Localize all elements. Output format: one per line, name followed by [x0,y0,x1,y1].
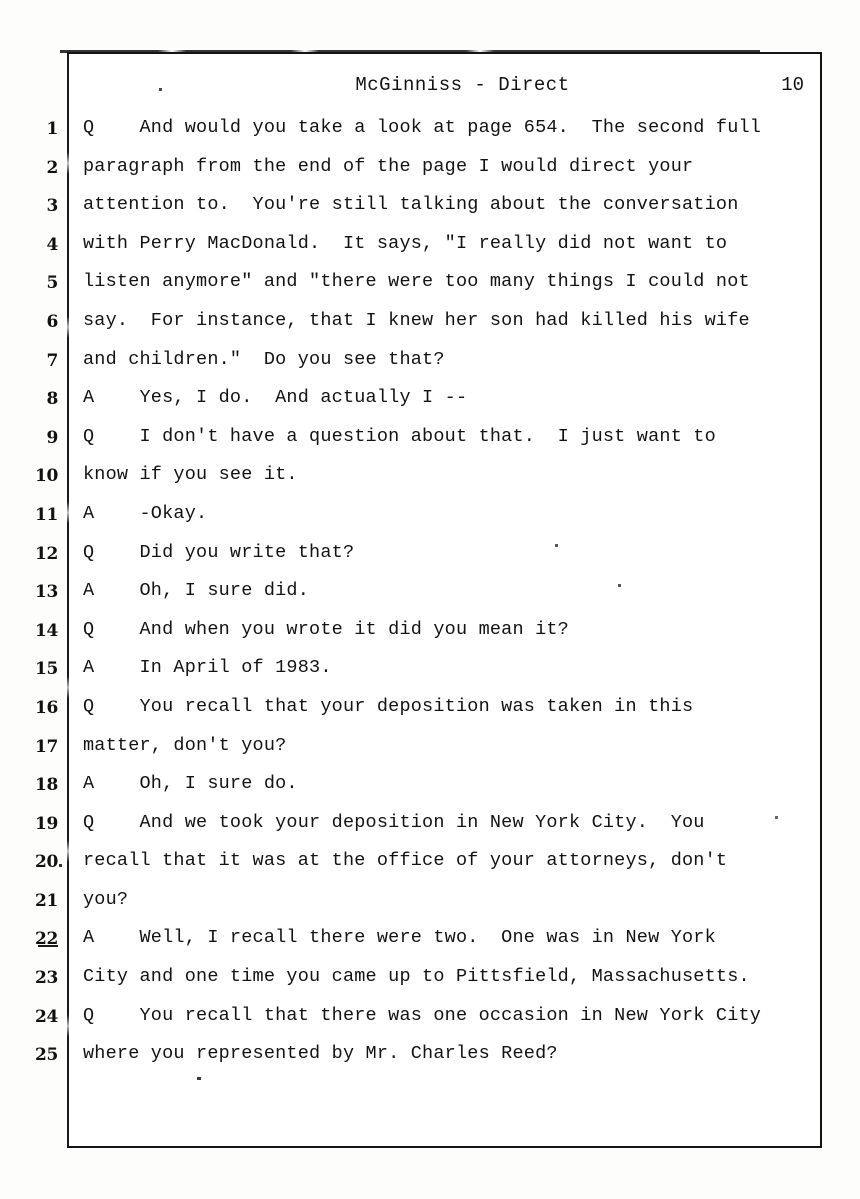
line-number-label: 12 [34,543,58,564]
transcript-line [0,501,860,540]
transcript-line [0,1041,860,1080]
transcript-line [0,655,860,694]
line-number-label: 14 [34,620,58,641]
line-text: A Well, I recall there were two. One was in New York [83,927,716,949]
line-text: paragraph from the end of the page I would direct your [83,155,694,177]
transcript-line [0,347,860,386]
transcript-line [0,424,860,463]
line-number-label: 24 [34,1006,58,1027]
line-number-label: 22 [34,929,58,950]
line-text: with Perry MacDonald. It says, "I really did not want to [83,232,728,254]
transcript-line [0,385,860,424]
scan-speck-artifact-icon [59,864,62,867]
line-number-label: 4 [46,234,58,255]
line-text: Q And when you wrote it did you mean it? [83,618,569,640]
line-number-label: 18 [34,775,58,796]
line-number-label: 10 [34,466,58,487]
line-text: Q You recall that there was one occasion in New York City [83,1004,762,1026]
transcript-body [0,115,860,1080]
line-number-label: 3 [46,196,58,217]
transcript-header [67,74,822,106]
line-number-label: 7 [46,350,58,371]
transcript-line [0,964,860,1003]
transcript-line [0,540,860,579]
line-text: say. For instance, that I knew her son had killed his wife [83,309,750,331]
line-number-label: 8 [46,389,58,410]
line-number-label: 15 [34,659,58,680]
transcript-line [0,617,860,656]
transcript-line [0,154,860,193]
transcript-line [0,462,860,501]
transcript-line [0,115,860,154]
transcript-line [0,578,860,617]
transcript-line [0,810,860,849]
page-number: 10 [781,74,804,96]
transcript-line [0,925,860,964]
line-number-label: 5 [46,273,58,294]
transcript-line [0,1003,860,1042]
line-number-label: 25 [34,1045,58,1066]
line-text: Q I don't have a question about that. I just want to [83,425,716,447]
line-text: know if you see it. [83,464,298,486]
transcript-line [0,733,860,772]
scan-speck-artifact-icon [197,1077,201,1080]
transcript-line [0,308,860,347]
line-number-label: 19 [34,813,58,834]
transcript-line [0,771,860,810]
transcript-line [0,694,860,733]
line-text: and children." Do you see that? [83,348,445,370]
line-text: Q And would you take a look at page 654. The second full [83,117,762,138]
line-number-label: 1 [46,119,58,139]
transcript-line [0,269,860,308]
line-text: attention to. You're still talking about the conversation [83,194,739,216]
transcript-line [0,192,860,231]
line-text: recall that it was at the office of your attorneys, don't [83,850,728,872]
line-text: Q You recall that your deposition was taken in this [83,695,694,717]
line-number-label: 6 [46,311,58,332]
line-number-label: 2 [46,157,58,178]
page-title: McGinniss - Direct [355,74,570,96]
line-number-label: 16 [34,697,58,718]
line-text: Q Did you write that? [83,541,355,563]
line-text: listen anymore" and "there were too many things I could not [83,271,750,293]
line-number-label: 9 [46,427,58,448]
line-text: A Oh, I sure did. [83,580,310,602]
line-text: City and one time you came up to Pittsfield, Massachusetts. [83,966,750,988]
line-text: matter, don't you? [83,734,287,756]
line-number-label: 23 [34,968,58,989]
line-number-label: 11 [34,504,58,525]
transcript-line [0,887,860,926]
line-number-label: 21 [34,890,58,911]
line-text: you? [83,888,129,910]
line-text: A -Okay. [83,502,208,524]
line-text: A Yes, I do. And actually I -- [83,387,468,409]
transcript-line [0,231,860,270]
line-number-label: 20 [34,852,58,873]
line-text: A In April of 1983. [83,657,332,679]
line-number-label: 17 [34,736,58,757]
line-text: where you represented by Mr. Charles Reed? [83,1043,558,1065]
line-text: Q And we took your deposition in New York City. You [83,811,705,833]
line-text: A Oh, I sure do. [83,773,298,795]
transcript-line [0,848,860,887]
line-number-label: 13 [34,582,58,603]
